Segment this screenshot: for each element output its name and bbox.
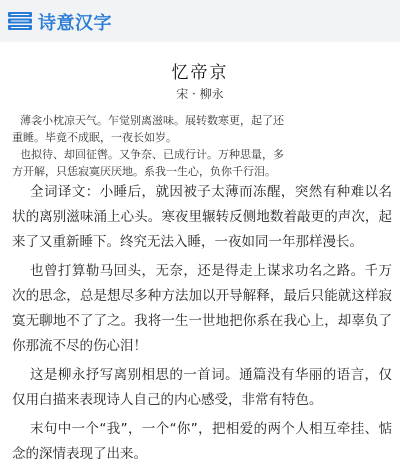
- poem-body: [12, 112, 390, 180]
- poem-line: 也拟待、却回征辔。又争奈、已成行计。万种思量，多: [20, 148, 284, 161]
- poem-author: 宋 · 柳永: [176, 87, 224, 101]
- poem-title: 忆帝京: [171, 63, 229, 83]
- closing-paragraph: 末句中一个“我”，一个“你”，把相爱的两个人相互牵挂、惦念的深情表现了出来。: [12, 421, 392, 462]
- book-icon: [8, 12, 32, 30]
- poem-notes: [12, 180, 392, 471]
- poem-line: 方开解，只恁寂寞厌厌地。系我一生心，负你千行泪。: [12, 165, 276, 178]
- poem-line: 重睡。毕竟不成眠，一夜长如岁。: [12, 131, 177, 144]
- analysis-paragraph: 这是柳永抒写离别相思的一首词。通篇没有华丽的语言，仅仅用白描来表现诗人自己的内心感受，非常有特色。: [12, 367, 392, 408]
- poem-line: 薄衾小枕凉天气。乍觉别离滋味。展转数寒更，起了还: [20, 114, 284, 127]
- translation-paragraph-2: 也曾打算勒马回头，无奈，还是得走上谋求功名之路。千万次的思念，总是想尽多种方法加以开导解释，最后只能就这样寂寞无聊地不了了之。我将一生一世地把你系在我心上，却辜负了你那流不尽的伤心泪！: [12, 263, 392, 354]
- app-name[interactable]: 诗意汉字: [38, 13, 112, 34]
- app-header: [0, 0, 400, 42]
- translation-paragraph: 全词译文：小睡后，就因被子太薄而冻醒，突然有种难以名状的离别滋味涌上心头。寒夜里辗转反侧地数着敲更的声次，起来了又重新睡下。终究无法入睡，一夜如同一年那样漫长。: [12, 184, 392, 250]
